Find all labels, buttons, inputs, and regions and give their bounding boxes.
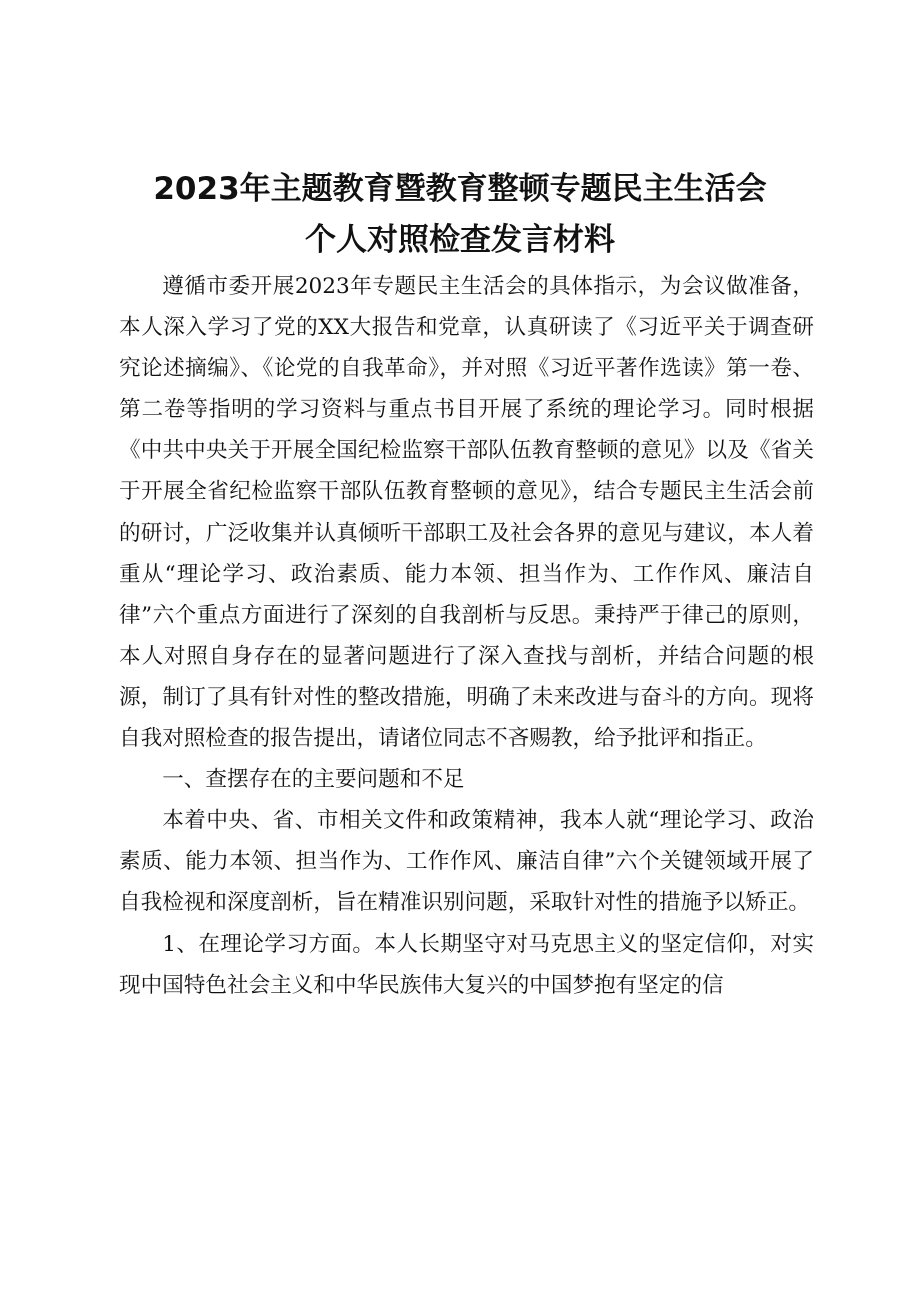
document-title <box>0 164 920 266</box>
title-line-2: 个人对照检查发言材料 <box>305 222 615 258</box>
title-line-1: 2023年主题教育暨教育整顿专题民主生活会 <box>153 171 767 207</box>
section-heading-1: 一、查摆存在的主要问题和不足 <box>162 767 465 793</box>
intro-paragraph: 遵循市委开展2023年专题民主生活会的具体指示，为会议做准备，本人深入学习了党的XX大报告和党章，认真研读了《习近平关于调查研究论述摘编》、《论党的自我革命》，并对照《习近平著作选读》第一卷、第二卷等指明的学习资料与重点书目开展了系统的理论学习。同时根据《中共中央关于开展全国纪检监察干部队伍教育整顿的意见》以及《省关于开展全省纪检监察干部队伍教育整顿的意见》，结合专题民主生活会前的研讨，广泛收集并认真倾听干部职工及社会各界的意见与建议，本人着重从“理论学习、政治素质、能力本领、担当作为、工作作风、廉洁自律”六个重点方面进行了深刻的自我剖析与反思。秉持严于律己的原则，本人对照自身存在的显著问题进行了深入查找与剖析，并结合问题的根源，制订了具有针对性的整改措施，明确了未来改进与奋斗的方向。现将自我对照检查的报告提出，请诸位同志不吝赐教，给予批评和指正。 <box>119 274 814 752</box>
section-1-paragraph: 本着中央、省、市相关文件和政策精神，我本人就“理论学习、政治素质、能力本领、担当作为、工作作风、廉洁自律”六个关键领域开展了自我检视和深度剖析，旨在精准识别问题，采取针对性的措施予以矫正。 <box>119 808 814 916</box>
document-body <box>119 266 814 1006</box>
item-1-paragraph: 1、在理论学习方面。本人长期坚守对马克思主义的坚定信仰，对实现中国特色社会主义和中华民族伟大复兴的中国梦抱有坚定的信 <box>119 931 814 998</box>
